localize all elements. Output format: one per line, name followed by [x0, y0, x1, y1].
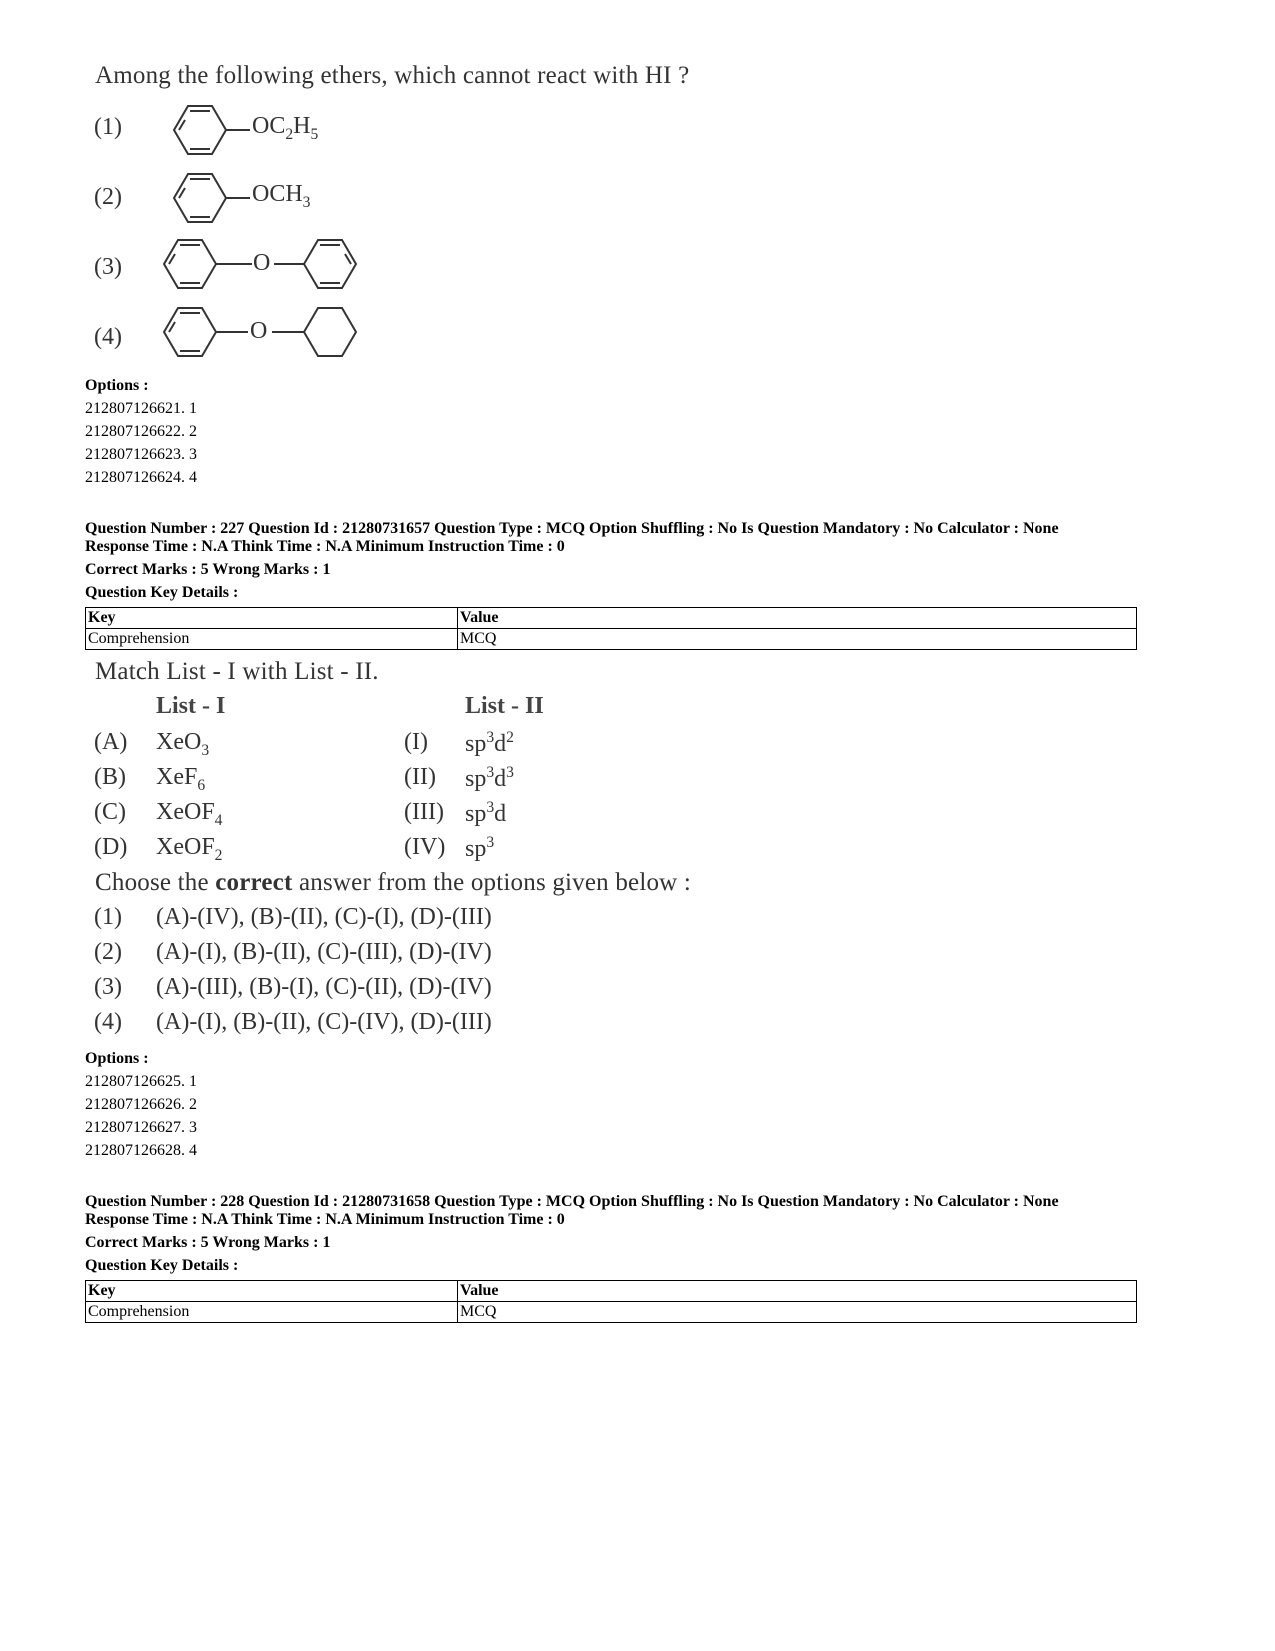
- q2-option-4: 212807126628. 4: [85, 1142, 197, 1159]
- q1-option-4: 212807126624. 4: [85, 469, 197, 486]
- q2-options-heading: Options :: [85, 1050, 149, 1067]
- benzene-ring-icon: [160, 170, 260, 230]
- q2-list2-heading: List - II: [465, 693, 544, 719]
- table-cell-value: MCQ: [458, 1302, 1137, 1323]
- q2-row-label-i: (I): [404, 729, 428, 755]
- q2-row-label-c: (C): [94, 799, 126, 825]
- table-cell-value: MCQ: [458, 629, 1137, 650]
- q2-option-2: 212807126626. 2: [85, 1096, 197, 1113]
- q228-meta-line1: Question Number : 228 Question Id : 21280731658 Question Type : MCQ Option Shuffling : No Is Question Mandatory : No Calculator : None: [85, 1193, 1059, 1210]
- q1-option-2: 212807126622. 2: [85, 423, 197, 440]
- q1-stem: Among the following ethers, which cannot react with HI ?: [95, 62, 690, 89]
- q2-choose-instruction: Choose the correct answer from the options given below :: [95, 869, 692, 896]
- q1-group-1: $OC_2H_5$: [252, 113, 319, 143]
- phenyl-cyclohexyl-ether-structure-icon: [160, 304, 380, 368]
- q1-oxygen-3: O: [253, 250, 271, 276]
- q2-row-label-iv: (IV): [404, 834, 446, 860]
- q2-answer-text-1: (A)-(IV), (B)-(II), (C)-(I), (D)-(III): [156, 904, 492, 930]
- table-row: [86, 1281, 1137, 1302]
- q1-options-heading: Options :: [85, 377, 149, 394]
- q2-compound-c: XeOF$_4$: [156, 799, 223, 829]
- q227-key-table: [85, 607, 1137, 650]
- q227-marks: Correct Marks : 5 Wrong Marks : 1: [85, 561, 331, 578]
- q1-option-3: 212807126623. 3: [85, 446, 197, 463]
- q2-answer-label-1: (1): [94, 904, 122, 930]
- table-header-key: Key: [86, 608, 458, 629]
- q2-row-label-a: (A): [94, 729, 128, 755]
- q1-choice-label-3: (3): [94, 254, 122, 280]
- q227-meta-line1: Question Number : 227 Question Id : 21280731657 Question Type : MCQ Option Shuffling : No Is Question Mandatory : No Calculator : None: [85, 520, 1059, 537]
- q228-key-heading: Question Key Details :: [85, 1257, 239, 1274]
- q1-choice-label-1: (1): [94, 114, 122, 140]
- q227-meta-line2: Response Time : N.A Think Time : N.A Minimum Instruction Time : 0: [85, 538, 565, 555]
- q227-key-heading: Question Key Details :: [85, 584, 239, 601]
- q2-row-label-b: (B): [94, 764, 126, 790]
- q2-answer-label-3: (3): [94, 974, 122, 1000]
- q1-option-1: 212807126621. 1: [85, 400, 197, 417]
- q2-hybrid-iv: $sp^3$: [465, 834, 495, 862]
- table-row: [86, 629, 1137, 650]
- q2-answer-label-2: (2): [94, 939, 122, 965]
- q2-compound-b: XeF$_6$: [156, 764, 206, 794]
- q2-answer-text-4: (A)-(I), (B)-(II), (C)-(IV), (D)-(III): [156, 1009, 492, 1035]
- table-row: [86, 1302, 1137, 1323]
- table-header-value: Value: [458, 1281, 1137, 1302]
- benzene-ring-icon: [160, 102, 260, 162]
- q2-option-3: 212807126627. 3: [85, 1119, 197, 1136]
- q1-group-2: $OCH_3$: [252, 181, 311, 211]
- table-cell-key: Comprehension: [86, 629, 458, 650]
- table-header-key: Key: [86, 1281, 458, 1302]
- q2-compound-d: XeOF$_2$: [156, 834, 223, 864]
- q1-oxygen-4: O: [250, 318, 268, 344]
- q228-key-table: [85, 1280, 1137, 1323]
- table-cell-key: Comprehension: [86, 1302, 458, 1323]
- q1-choice-label-4: (4): [94, 324, 122, 350]
- q228-marks: Correct Marks : 5 Wrong Marks : 1: [85, 1234, 331, 1251]
- q2-list1-heading: List - I: [156, 693, 226, 719]
- table-header-value: Value: [458, 608, 1137, 629]
- q2-hybrid-iii: $sp^3d$: [465, 799, 507, 827]
- table-row: [86, 608, 1137, 629]
- q1-choice-label-2: (2): [94, 184, 122, 210]
- q2-row-label-iii: (III): [404, 799, 444, 825]
- q2-answer-text-2: (A)-(I), (B)-(II), (C)-(III), (D)-(IV): [156, 939, 492, 965]
- q2-hybrid-ii: $sp^3d^3$: [465, 764, 514, 792]
- q2-answer-label-4: (4): [94, 1009, 122, 1035]
- q2-row-label-ii: (II): [404, 764, 436, 790]
- q228-meta-line2: Response Time : N.A Think Time : N.A Minimum Instruction Time : 0: [85, 1211, 565, 1228]
- q2-compound-a: XeO$_3$: [156, 729, 210, 759]
- q2-hybrid-i: $sp^3d^2$: [465, 729, 514, 757]
- q2-row-label-d: (D): [94, 834, 128, 860]
- q2-option-1: 212807126625. 1: [85, 1073, 197, 1090]
- q2-stem: Match List - I with List - II.: [95, 658, 379, 685]
- q2-answer-text-3: (A)-(III), (B)-(I), (C)-(II), (D)-(IV): [156, 974, 492, 1000]
